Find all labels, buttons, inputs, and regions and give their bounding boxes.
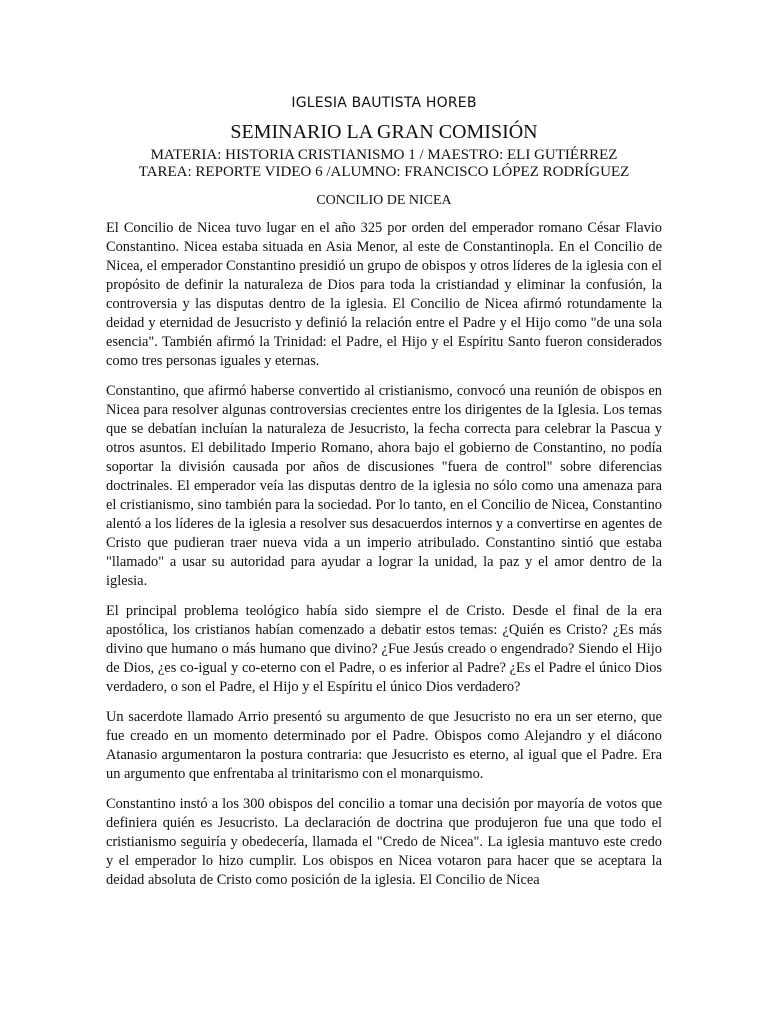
- paragraph: Un sacerdote llamado Arrio presentó su argumento de que Jesucristo no era un ser eterno, que fue creado en un momento determinado por el Padre. Obispos como Alejandro y el diácono Atanasio argumentaron la postura contraria: que Jesucristo es eterno, al igual que el Padre. Era un argumento que enfrentaba al trinitarismo con el monarquismo.: [106, 709, 662, 782]
- paragraph: El principal problema teológico había sido siempre el de Cristo. Desde el final de la era apostólica, los cristianos habían comenzado a debatir estos temas: ¿Quién es Cristo? ¿Es más divino que humano o más humano que divino? ¿Fue Jesús creado o engendrado? Siendo el Hijo de Dios, ¿es co-igual y co-eterno con el Padre, o es inferior al Padre? ¿Es el Padre el único Dios verdadero, o son el Padre, el Hijo y el Espíritu el único Dios verdadero?: [106, 603, 662, 695]
- document-body: [106, 219, 662, 1009]
- assignment-student-line: TAREA: REPORTE VIDEO 6 /ALUMNO: FRANCISCO LÓPEZ RODRÍGUEZ: [138, 164, 630, 180]
- subject-teacher-line: MATERIA: HISTORIA CRISTIANISMO 1 / MAESTRO: ELI GUTIÉRREZ: [150, 147, 618, 163]
- section-title: CONCILIO DE NICEA: [316, 193, 452, 208]
- paragraph: Constantino instó a los 300 obispos del concilio a tomar una decisión por mayoría de votos que definiera quién es Jesucristo. La declaración de doctrina que produjeron fue una que todo el cristianismo seguiría y obedecería, llamada el "Credo de Nicea". La iglesia mantuvo este credo y el emperador lo hizo cumplir. Los obispos en Nicea votaron para hacer que se aceptara la deidad absoluta de Cristo como posición de la iglesia. El Concilio de Nicea: [106, 796, 662, 888]
- paragraph: Constantino, que afirmó haberse convertido al cristianismo, convocó una reunión de obispos en Nicea para resolver algunas controversias crecientes entre los dirigentes de la Iglesia. Los temas que se debatían incluían la naturaleza de Jesucristo, la fecha correcta para celebrar la Pascua y otros asuntos. El debilitado Imperio Romano, ahora bajo el gobierno de Constantino, no podía soportar la división causada por años de discusiones "fuera de control" sobre diferencias doctrinales. El emperador veía las disputas dentro de la iglesia no sólo como una amenaza para el cristianismo, sino también para la sociedad. Por lo tanto, en el Concilio de Nicea, Constantino alentó a los líderes de la iglesia a resolver sus desacuerdos internos y a convertirse en agentes de Cristo que pudieran traer nueva vida a un imperio atribulado. Constantino sintió que estaba "llamado" a usar su autoridad para ayudar a lograr la unidad, la paz y el amor dentro de la iglesia.: [106, 383, 662, 589]
- church-name: IGLESIA BAUTISTA HOREB: [291, 95, 477, 111]
- paragraph: El Concilio de Nicea tuvo lugar en el año 325 por orden del emperador romano César Flavio Constantino. Nicea estaba situada en Asia Menor, al este de Constantinopla. En el Concilio de Nicea, el emperador Constantino presidió un grupo de obispos y otros líderes de la iglesia con el propósito de definir la naturaleza de Dios para toda la cristiandad y eliminar la confusión, la controversia y las disputas dentro de la iglesia. El Concilio de Nicea afirmó rotundamente la deidad y eternidad de Jesucristo y definió la relación entre el Padre y el Hijo como "de una sola esencia". También afirmó la Trinidad: el Padre, el Hijo y el Espíritu Santo fueron considerados como tres personas iguales y eternas.: [106, 220, 662, 369]
- seminar-title: SEMINARIO LA GRAN COMISIÓN: [230, 121, 538, 143]
